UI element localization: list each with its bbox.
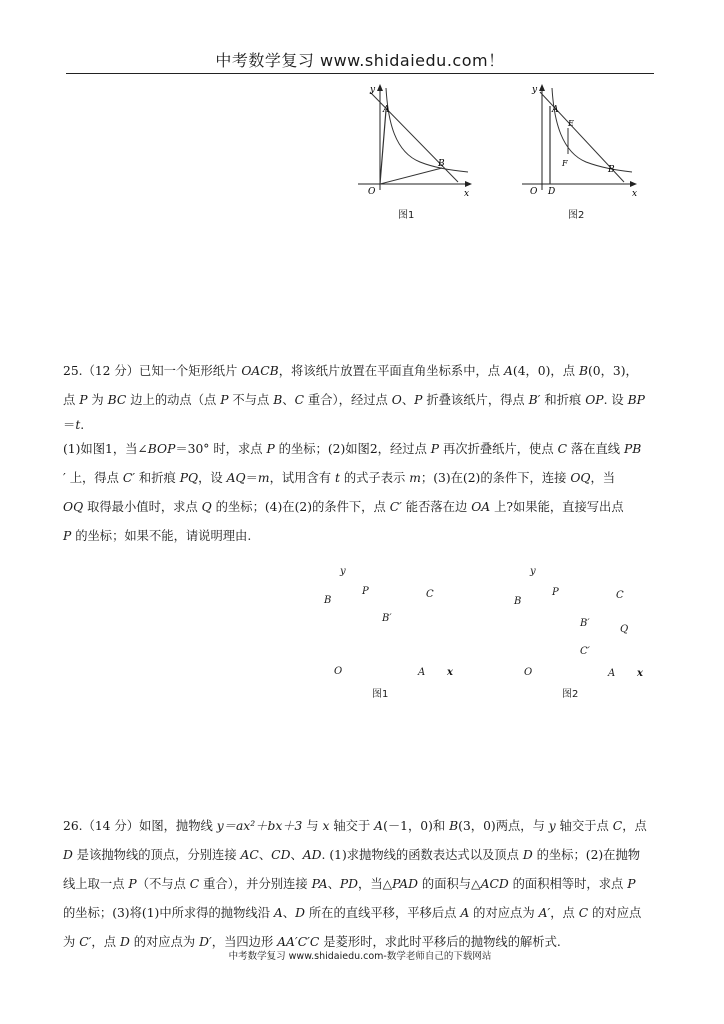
problem-25 [63,357,659,551]
fig1-label-y: y [340,566,346,577]
label-b: B [608,165,615,175]
problem-26-line-2: D 是该抛物线的顶点，分别连接 AC、CD、AD. (1)求抛物线的函数表达式以及顶点 D 的坐标；(2)在抛物 [63,848,641,862]
fig1-label-o: O [334,666,343,677]
page-header: 中考数学复习 www.shidaiedu.com！ [215,51,505,70]
fig2-label-x: x [637,668,643,679]
label-y: y [370,85,376,95]
top-figure-1 [350,82,475,202]
top-figure-2-caption: 图2 [568,210,585,221]
y-axis-arrow [539,84,545,91]
label-y: y [532,85,538,95]
fig1-label-c: C [426,589,434,600]
fig2-label-bp: B′ [580,618,590,629]
y-axis-arrow [377,84,383,91]
fig2-label-b: B [514,596,522,607]
problem-25-line-4: (1)如图1，当∠BOP＝30° 时，求点 P 的坐标；(2)如图2，经过点 P 再次折叠纸片，使点 C 落在直线 PB [63,442,642,456]
label-x: x [632,189,638,199]
mid-figure-2-caption: 图2 [562,689,579,700]
mid-figure-2 [490,560,660,710]
top-figure-2 [520,82,645,202]
label-x: x [464,189,470,199]
fig1-label-a: A [418,667,426,678]
fig2-label-q: Q [620,624,629,635]
hyperbola [386,88,468,172]
problem-26-line-4: 的坐标；(3)将(1)中所求得的抛物线沿 A、D 所在的直线平移，平移后点 A 的对应点为 A′，点 C 的对应点 [63,906,642,920]
fig1-label-p: P [362,586,369,597]
label-e: E [568,119,574,128]
mid-figure-1-caption: 图1 [372,689,389,700]
fig1-label-x: x [447,667,453,678]
fig1-label-b: B [324,595,332,606]
top-figure-1-caption: 图1 [398,210,415,221]
label-d: D [548,187,556,197]
segment-ob [380,168,442,184]
segment-oa [380,110,386,184]
label-a: A [552,105,559,115]
x-axis-arrow [630,181,637,187]
problem-26-line-5: 为 C′，点 D 的对应点为 D′，当四边形 AA′C′C 是菱形时，求此时平移后的抛物线的解析式. [63,935,561,949]
problem-25-line-6: OQ 取得最小值时，求点 Q 的坐标；(4)在(2)的条件下，点 C′ 能否落在边 OA 上?如果能，直接写出点 [63,500,624,514]
label-o: O [368,187,376,197]
fig2-label-o: O [524,667,533,678]
problem-25-line-3: ＝t. [63,418,85,432]
header-divider [66,73,654,74]
fig2-label-a: A [608,668,616,679]
problem-26-line-1: 26.（14 分）如图，抛物线 y＝ax²＋bx＋3 与 x 轴交于 A(－1，0)和 B(3，0)两点，与 y 轴交于点 C，点 [63,819,647,833]
problem-25-line-5: ′ 上，得点 C′ 和折痕 PQ，设 AQ＝m，试用含有 t 的式子表示 m；(3)在(2)的条件下，连接 OQ，当 [63,471,616,485]
problem-26 [63,812,659,957]
label-b: B [438,159,445,169]
label-a: A [383,105,390,115]
fig2-label-cp: C′ [580,646,590,657]
fig2-label-c: C [616,590,624,601]
page-footer: 中考数学复习 www.shidaiedu.com-数学老师自己的下载网站 [228,951,492,962]
label-o: O [530,187,538,197]
mid-figure-1 [300,560,470,710]
problem-26-line-3: 线上取一点 P（不与点 C 重合），并分别连接 PA、PD，当△PAD 的面积与△ACD 的面积相等时，求点 P [63,877,636,891]
problem-25-line-1: 25.（12 分）已知一个矩形纸片 OACB，将该纸片放置在平面直角坐标系中，点 A(4，0)，点 B(0，3)， [63,364,638,378]
problem-25-line-7: P 的坐标；如果不能，请说明理由. [63,529,252,543]
fig2-label-p: P [552,587,559,598]
fig1-label-bp: B′ [382,613,392,624]
problem-25-line-2: 点 P 为 BC 边上的动点（点 P 不与点 B、C 重合），经过点 O、P 折叠该纸片，得点 B′ 和折痕 OP. 设 BP [63,393,645,407]
x-axis-arrow [465,181,472,187]
fig2-label-y: y [530,566,536,577]
label-f: F [562,159,568,168]
